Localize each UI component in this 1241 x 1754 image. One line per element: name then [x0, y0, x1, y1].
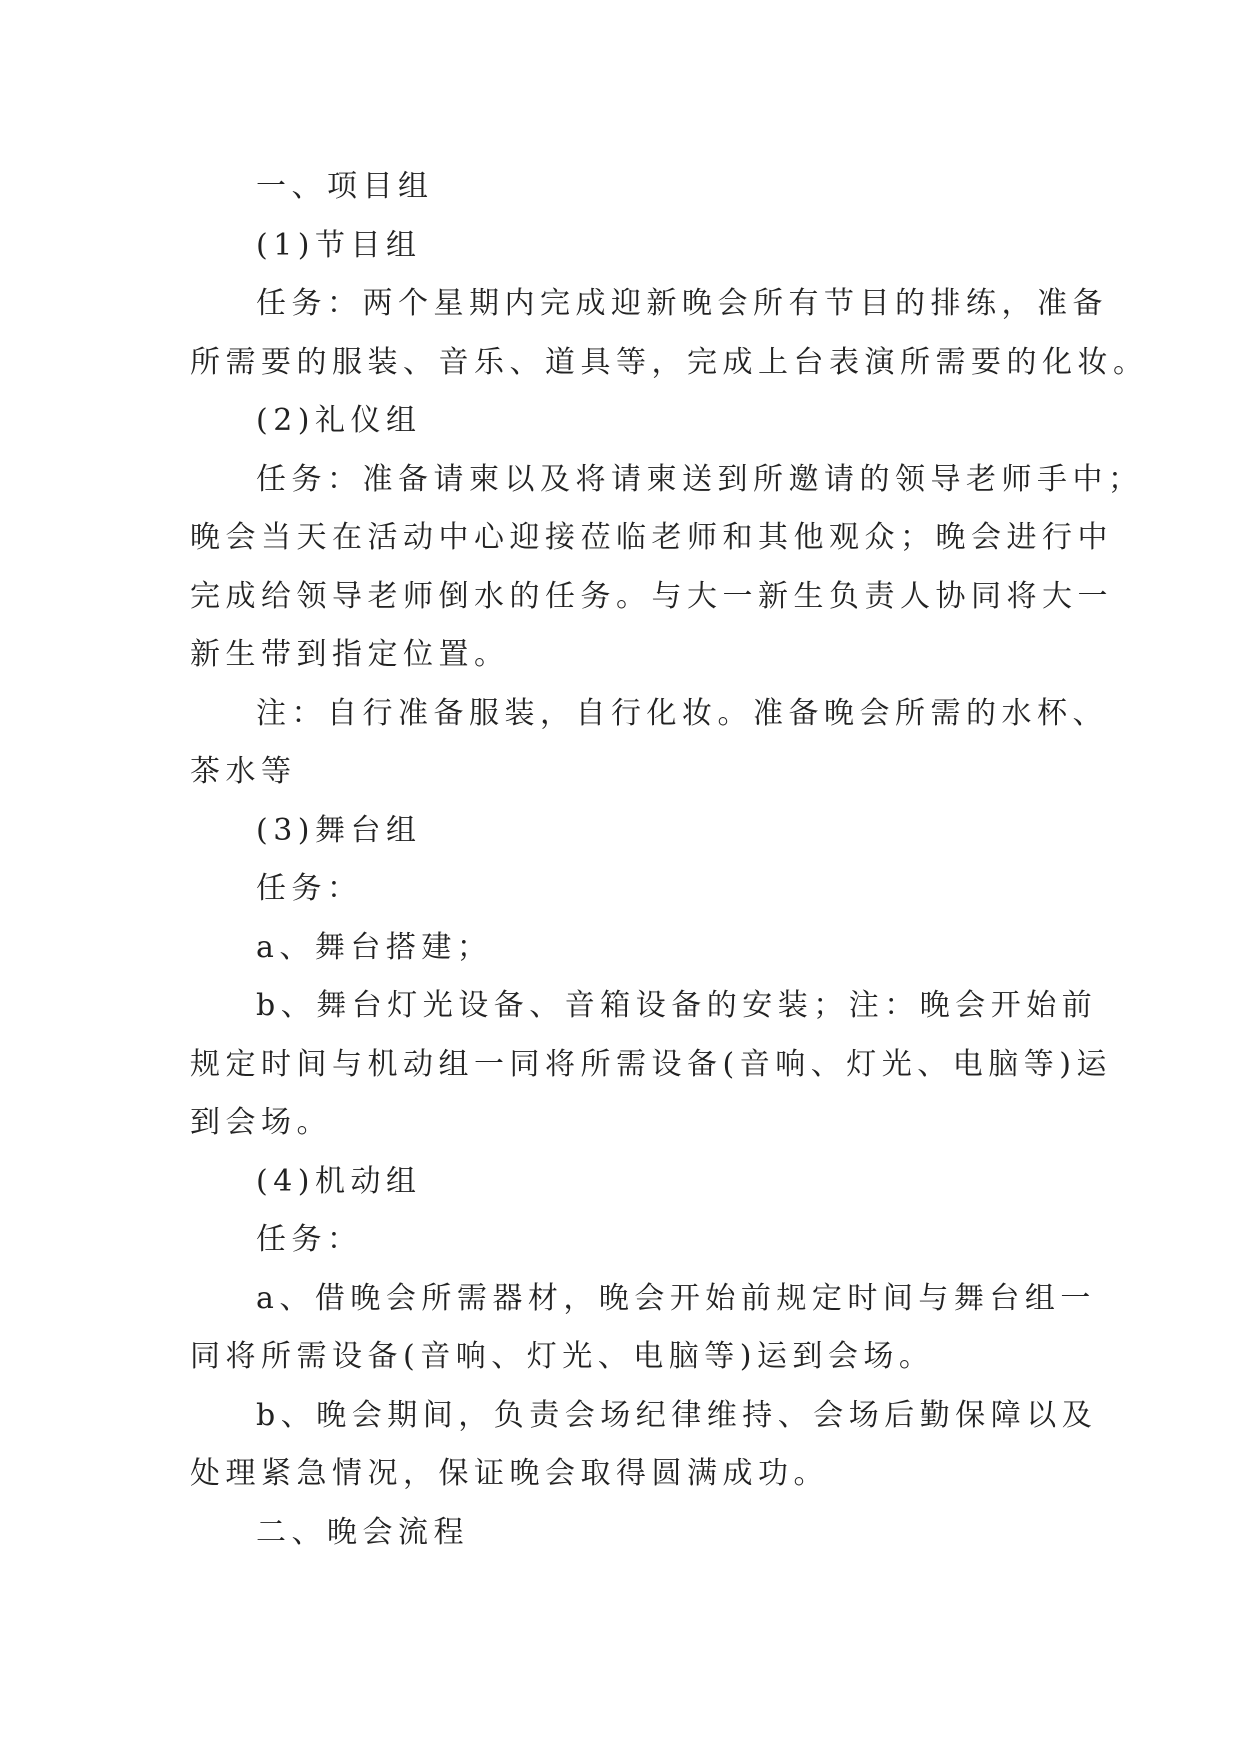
note-line: 注：自行准备服装，自行化妆。准备晚会所需的水杯、 — [256, 695, 1108, 731]
list-item: b、舞台灯光设备、音箱设备的安装；注：晚会开始前 — [256, 988, 1098, 1023]
text-line: 规定时间与机动组一同将所需设备(音响、灯光、电脑等)运 — [190, 1046, 1112, 1082]
section-heading-gala-process: 二、晚会流程 — [256, 1514, 469, 1550]
text-line: 同将所需设备(音响、灯光、电脑等)运到会场。 — [190, 1339, 935, 1374]
subheading-etiquette-group: (2)礼仪组 — [256, 403, 422, 438]
section-heading-project-groups: 一、项目组 — [256, 169, 434, 204]
list-item: b、晚会期间，负责会场纪律维持、会场后勤保障以及 — [256, 1397, 1098, 1433]
subheading-mobile-group: (4)机动组 — [256, 1163, 422, 1199]
text-line: 完成给领导老师倒水的任务。与大一新生负责人协同将大一 — [190, 578, 1113, 614]
text-line: 晚会当天在活动中心迎接莅临老师和其他观众；晚会进行中 — [190, 520, 1113, 555]
text-line: 任务：准备请柬以及将请柬送到所邀请的领导老师手中； — [256, 461, 1144, 497]
subheading-stage-group: (3)舞台组 — [256, 812, 422, 848]
task-label: 任务： — [256, 871, 363, 906]
text-line: 所需要的服装、音乐、道具等，完成上台表演所需要的化妆。 — [190, 344, 1149, 380]
text-line: 任务：两个星期内完成迎新晚会所有节目的排练，准备 — [256, 286, 1108, 321]
task-label: 任务： — [256, 1222, 363, 1257]
text-line: 茶水等 — [190, 754, 297, 789]
list-item: a、借晚会所需器材，晚会开始前规定时间与舞台组一 — [256, 1280, 1096, 1316]
text-line: 到会场。 — [190, 1105, 332, 1140]
text-line: 处理紧急情况，保证晚会取得圆满成功。 — [190, 1456, 829, 1491]
document-body — [190, 158, 1149, 1562]
text-line: 新生带到指定位置。 — [190, 637, 510, 672]
subheading-program-group: (1)节目组 — [256, 227, 422, 263]
list-item: a、舞台搭建； — [256, 929, 493, 965]
